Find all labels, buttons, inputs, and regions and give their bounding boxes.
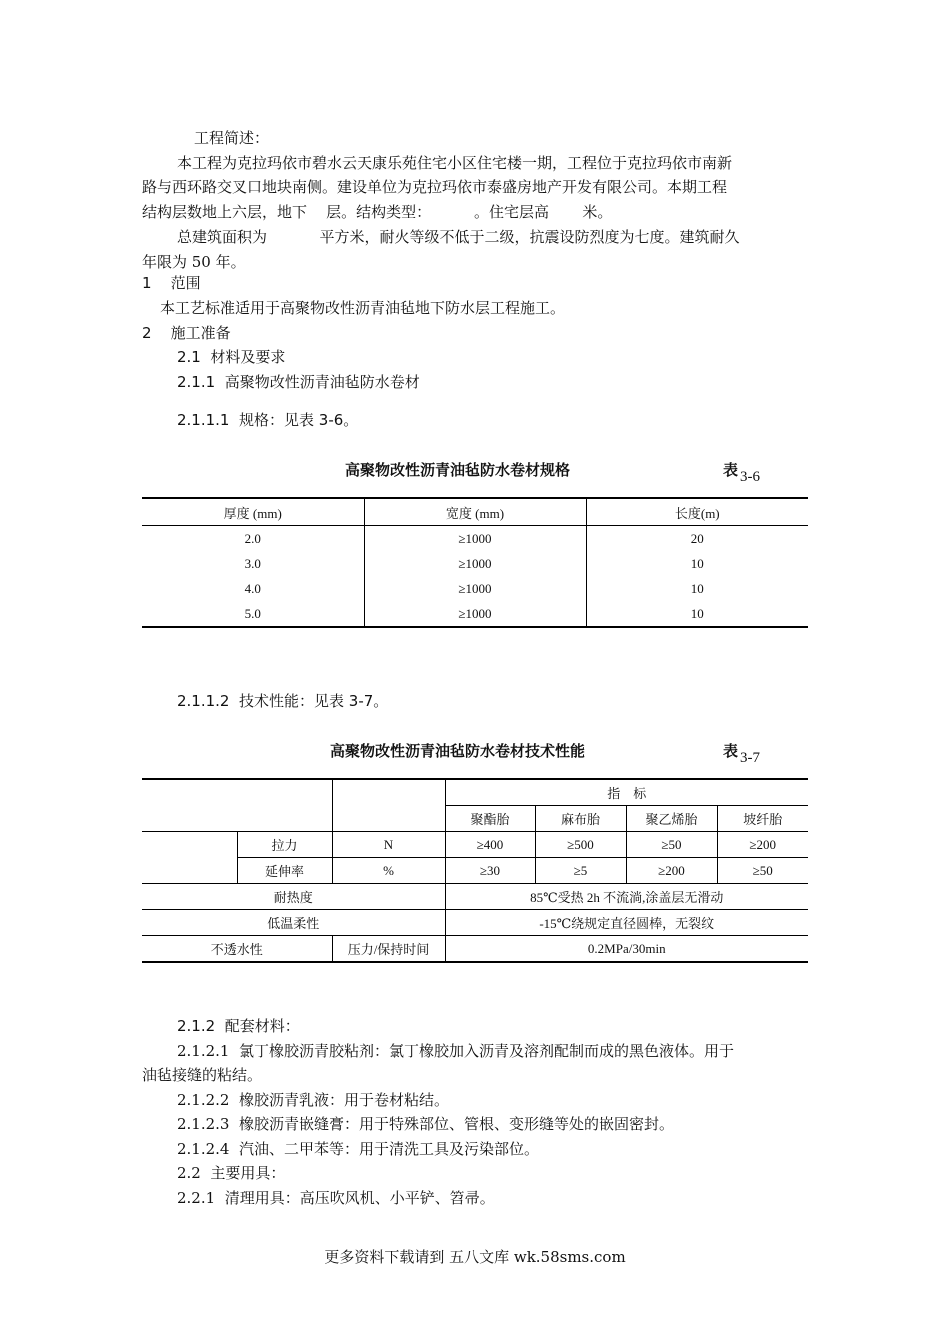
table-cell: ≥30 — [445, 858, 535, 884]
table-row — [142, 936, 808, 963]
table-cell: 拉力 — [237, 832, 332, 858]
section-2-1-1-heading: 2.1.1 高聚物改性沥青油毡防水卷材 — [177, 373, 420, 391]
intro-paragraph-1-line-3: 结构层数地上六层，地下 层。结构类型： 。住宅层高 米。 — [142, 203, 613, 221]
table-row — [142, 910, 808, 936]
item-2-2-1: 2.2.1 清理用具：高压吹风机、小平铲、笤帚。 — [177, 1189, 495, 1207]
table-row — [142, 858, 808, 884]
table-cell: N — [332, 832, 445, 858]
table-cell: 3.0 — [142, 551, 364, 576]
table-cell: 延伸率 — [237, 858, 332, 884]
table-3-7-caption: 高聚物改性沥青油毡防水卷材技术性能 — [330, 742, 586, 760]
table-cell: 5.0 — [142, 601, 364, 627]
table-3-6-header: 厚度 (mm) — [142, 498, 364, 526]
item-2-1-2-2: 2.1.2.2 橡胶沥青乳液：用于卷材粘结。 — [177, 1091, 450, 1109]
section-1-title: 1 范围 — [142, 274, 201, 292]
table-3-7-empty-cell — [142, 832, 237, 884]
section-2-title: 2 施工准备 — [142, 324, 231, 342]
table-cell: 压力/保持时间 — [332, 936, 445, 963]
table-cell: ≥5 — [535, 858, 626, 884]
table-cell: ≥50 — [717, 858, 808, 884]
table-3-7-empty-header — [142, 779, 332, 832]
section-2-1-1-1-text: 2.1.1.1 规格：见表 3-6。 — [177, 411, 359, 429]
table-3-7-label — [723, 740, 761, 766]
table-cell: 耐热度 — [142, 884, 445, 910]
table-cell: ≥200 — [626, 858, 717, 884]
table-3-6-header: 宽度 (mm) — [364, 498, 586, 526]
table-cell: -15℃绕规定直径圆棒，无裂纹 — [445, 910, 808, 936]
table-cell: 10 — [690, 580, 704, 596]
table-3-7-header-row — [142, 779, 808, 806]
table-row — [142, 884, 808, 910]
table-row — [142, 551, 808, 576]
table-cell: % — [332, 858, 445, 884]
section-2-1-2-heading: 2.1.2 配套材料： — [177, 1017, 300, 1035]
table-cell: ≥200 — [717, 832, 808, 858]
table-3-7-label-text: 表 — [723, 742, 739, 760]
intro-paragraph-2-line-1: 总建筑面积为 平方米，耐火等级不低于二级，抗震设防烈度为七度。建筑耐久 — [177, 228, 740, 246]
table-cell: 85℃受热 2h 不流淌,涂盖层无滑动 — [445, 884, 808, 910]
table-3-6-label — [723, 459, 761, 485]
item-2-1-2-3: 2.1.2.3 橡胶沥青嵌缝膏：用于特殊部位、管根、变形缝等处的嵌固密封。 — [177, 1115, 675, 1133]
section-2-2-heading: 2.2 主要用具： — [177, 1164, 286, 1182]
table-3-6-header: 长度(m) — [586, 498, 808, 526]
intro-paragraph-1-line-2: 路与西环路交叉口地块南侧。建设单位为克拉玛依市泰盛房地产开发有限公司。本期工程 — [142, 178, 728, 196]
table-3-6-label-text: 表 — [723, 461, 739, 479]
table-row — [142, 526, 808, 552]
intro-heading: 工程简述： — [194, 129, 270, 147]
table-row — [142, 832, 808, 858]
table-row — [142, 601, 808, 627]
table-3-6-header-row — [142, 498, 808, 526]
table-3-7-type-header: 聚乙烯胎 — [626, 806, 717, 832]
table-3-7-index-header: 指 标 — [445, 779, 808, 806]
table-cell: 10 — [690, 605, 704, 621]
table-cell: 20 — [690, 530, 704, 546]
table-cell: ≥1000 — [364, 576, 586, 601]
footer-text: 更多资料下载请到 五八文库 wk.58sms.com — [324, 1248, 626, 1266]
table-3-7-empty-header — [332, 779, 445, 832]
table-3-7 — [142, 778, 808, 963]
table-cell: ≥1000 — [364, 601, 586, 627]
table-cell: 低温柔性 — [142, 910, 445, 936]
table-cell: ≥1000 — [364, 526, 586, 552]
table-cell: ≥500 — [535, 832, 626, 858]
table-row — [142, 576, 808, 601]
table-cell: 不透水性 — [142, 936, 332, 963]
table-3-7-type-header: 坡纤胎 — [717, 806, 808, 832]
item-2-1-2-1-line-1: 2.1.2.1 氯丁橡胶沥青胶粘剂：氯丁橡胶加入沥青及溶剂配制而成的黑色液体。用于 — [177, 1042, 735, 1060]
table-3-6-caption: 高聚物改性沥青油毡防水卷材规格 — [345, 461, 571, 479]
table-3-6 — [142, 497, 808, 628]
table-cell: 2.0 — [142, 526, 364, 552]
table-cell: 4.0 — [142, 576, 364, 601]
intro-paragraph-2-line-2: 年限为 50 年。 — [142, 253, 246, 271]
table-3-7-type-header: 聚酯胎 — [445, 806, 535, 832]
item-2-1-2-1-line-2: 油毡接缝的粘结。 — [142, 1066, 263, 1084]
section-2-1-heading: 2.1 材料及要求 — [177, 348, 286, 366]
intro-paragraph-1-line-1: 本工程为克拉玛依市碧水云天康乐苑住宅小区住宅楼一期，工程位于克拉玛依市南新 — [177, 154, 733, 172]
table-3-7-type-header: 麻布胎 — [535, 806, 626, 832]
section-1-text: 本工艺标准适用于高聚物改性沥青油毡地下防水层工程施工。 — [160, 299, 566, 317]
table-cell: ≥1000 — [364, 551, 586, 576]
table-cell: ≥50 — [626, 832, 717, 858]
table-cell: 10 — [690, 555, 704, 571]
table-3-7-number: 3-7 — [740, 750, 761, 766]
item-2-1-2-4: 2.1.2.4 汽油、二甲苯等：用于清洗工具及污染部位。 — [177, 1140, 540, 1158]
table-cell: ≥400 — [445, 832, 535, 858]
table-3-6-number: 3-6 — [740, 469, 761, 485]
section-2-1-1-2-text: 2.1.1.2 技术性能：见表 3-7。 — [177, 692, 389, 710]
table-cell: 0.2MPa/30min — [445, 936, 808, 963]
